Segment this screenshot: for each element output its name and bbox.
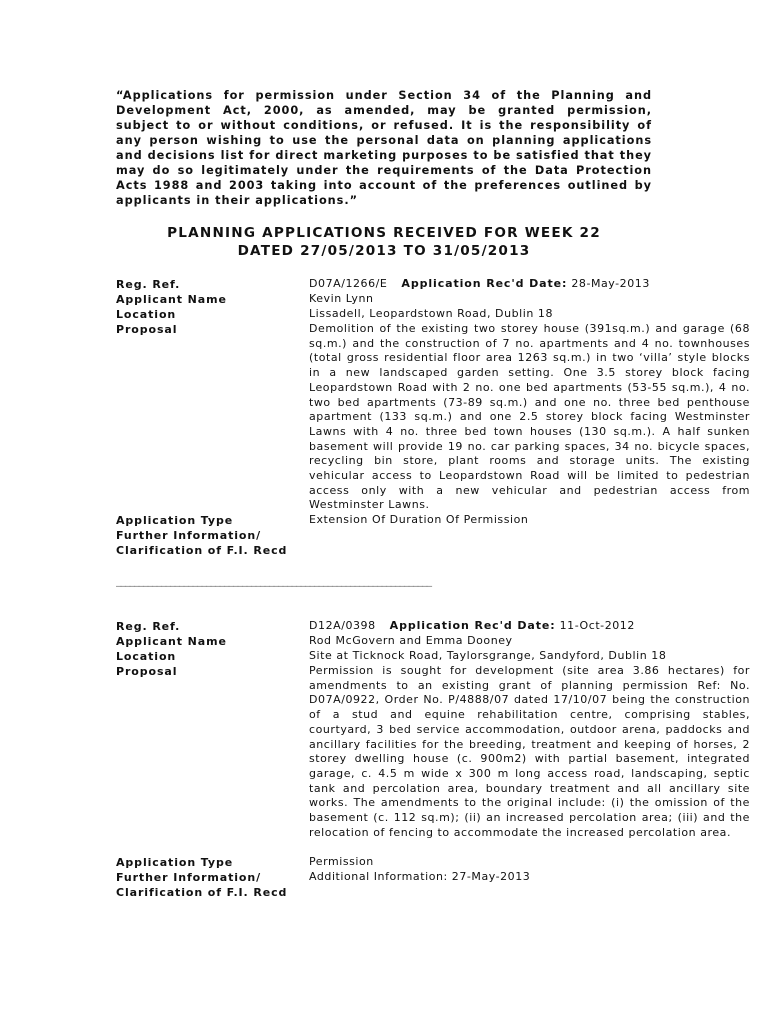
location-value: Site at Ticknock Road, Taylorsgrange, Sandyford, Dublin 18 — [309, 649, 667, 662]
recd-date-label: Application Rec'd Date: — [401, 277, 568, 290]
reg-ref-number: D12A/0398 — [309, 619, 376, 632]
reg-ref-value — [309, 619, 750, 634]
application-type-label: Application Type — [116, 856, 234, 870]
application-record — [116, 619, 750, 900]
recd-date-value: 11-Oct-2012 — [559, 619, 635, 632]
proposal-text: Permission is sought for development (site area 3.86 hectares) for amendments to an existing grant of planning permission Ref: No. D07A/0922, Order No. P/4888/07 dated 17/10/07 being the construction of a stud and equine rehabilitation centre, comprising stables, courtyard, 3 bed service accommodation, outdoor arena, paddocks and ancillary facilities for the breeding, treatment and keeping of horses, 2 storey dwelling house (c. 900m2) with partial basement, integrated garage, c. 4.5 m wide x 300 m long access road, landscaping, septic tank and percolation area, boundary treatment and all ancillary site works. The amendments to the original include: (i) the omission of the basement (c. 112 sq.m); (ii) an increased percolation area; (iii) and the relocation of fencing to accommodate the increased percolation area. — [309, 664, 750, 839]
applicant-name-label: Applicant Name — [116, 635, 227, 648]
application-record — [116, 277, 750, 558]
application-type-value: Permission — [309, 855, 374, 869]
reg-ref-value — [309, 277, 750, 292]
applicant-name-value: Kevin Lynn — [309, 292, 374, 305]
page-heading — [116, 224, 652, 260]
application-type-value: Extension Of Duration Of Permission — [309, 513, 529, 527]
applicant-name-value: Rod McGovern and Emma Dooney — [309, 634, 513, 647]
reg-ref-number: D07A/1266/E — [309, 277, 388, 290]
heading-line-1: PLANNING APPLICATIONS RECEIVED FOR WEEK 22 — [167, 225, 601, 241]
application-type-label: Application Type — [116, 514, 234, 528]
proposal-label: Proposal — [116, 665, 178, 678]
proposal-label: Proposal — [116, 323, 178, 336]
further-info-value: Additional Information: 27-May-2013 — [309, 870, 531, 884]
reg-ref-label: Reg. Ref. — [116, 620, 181, 633]
clarification-label: Clarification of F.I. Recd — [116, 544, 288, 558]
location-label: Location — [116, 650, 177, 663]
record-separator: ______________________________________________________________________ — [116, 574, 431, 587]
further-info-label: Further Information/ — [116, 871, 262, 885]
reg-ref-label: Reg. Ref. — [116, 278, 181, 291]
further-info-value — [309, 528, 750, 543]
location-value: Lissadell, Leopardstown Road, Dublin 18 — [309, 307, 553, 320]
proposal-text: Demolition of the existing two storey house (391sq.m.) and garage (68 sq.m.) and the construction of 7 no. apartments and 4 no. townhouses (total gross residential floor area 1263 sq.m.) in two ‘villa’ style blocks in a new landscaped garden setting. One 3.5 storey block facing Leopardstown Road with 2 no. one bed apartments (53-55 sq.m.), 4 no. two bed apartments (73-89 sq.m.) and one no. three bed penthouse apartment (133 sq.m.) and one 2.5 storey block facing Westminster Lawns with 4 no. three bed town houses (130 sq.m.). A half sunken basement will provide 19 no. car parking spaces, 34 no. bicycle spaces, recycling bin store, plant rooms and storage units. The existing vehicular access to Leopardstown Road will be limited to pedestrian access only with a new vehicular and pedestrian access from Westminster Lawns. — [309, 322, 750, 512]
recd-date-label: Application Rec'd Date: — [389, 619, 556, 632]
further-info-label: Further Information/ — [116, 529, 262, 543]
clarification-label: Clarification of F.I. Recd — [116, 886, 288, 900]
location-label: Location — [116, 308, 177, 321]
heading-line-2: DATED 27/05/2013 TO 31/05/2013 — [237, 243, 531, 259]
applicant-name-label: Applicant Name — [116, 293, 227, 306]
recd-date-value: 28-May-2013 — [571, 277, 650, 290]
disclaimer-paragraph: “Applications for permission under Section 34 of the Planning and Development Act, 2000, as amended, may be granted permission, subject to or without conditions, or refused. It is the responsibility of any person wishing to use the personal data on planning applications and decisions list for direct marketing purposes to be satisfied that they may do so legitimately under the requirements of the Data Protection Acts 1988 and 2003 taking into account of the preferences outlined by applicants in their applications.” — [116, 89, 652, 207]
